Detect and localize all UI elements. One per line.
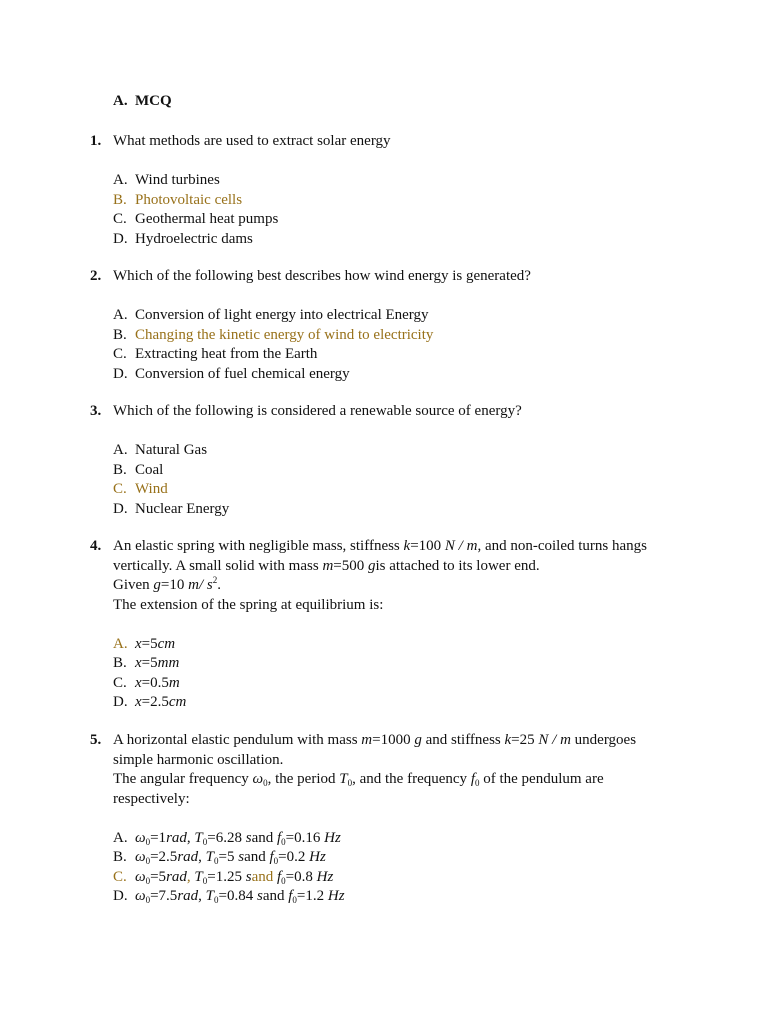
option-c-correct: C. $\omega_0=5rad$, $T_0=1.25$ sand $f_0=0.8$ Hz	[113, 868, 334, 886]
question-3	[90, 402, 670, 519]
question-number: 1.	[90, 133, 102, 149]
option-c: C. Extracting heat from the Earth	[113, 346, 318, 362]
option-a: A. $\omega_0=1rad$, $T_0=6.28$ sand $f_0=0.16$ Hz	[113, 829, 341, 847]
option-d: D. x=2.5cm	[113, 694, 187, 710]
option-b: B. x=5mm	[113, 655, 180, 671]
question-text: An elastic spring with negligible mass, stiffness k=100 N / m, and non-coiled turns hangs vertically. A small solid with mass m=500 gis attached to its lower end. Given g=10 m/ $s^2$. The extension of the spring at equilibrium is:	[113, 538, 647, 613]
question-text: A horizontal elastic pendulum with mass m=1000 g and stiffness k=25 N / m undergoes simple harmonic oscillation. The angular frequency $\omega_0$, the period $T_0$, and the frequency $f_0$ of the pendulum are respectively:	[113, 732, 637, 807]
option-a: A. Conversion of light energy into electrical Energy	[113, 307, 429, 323]
options-list	[113, 635, 670, 713]
question-4	[90, 537, 670, 713]
option-b: B. $\omega_0=2.5rad$, $T_0=5$ sand $f_0=0.2$ Hz	[113, 849, 326, 866]
options-list	[113, 306, 670, 384]
question-5	[90, 731, 670, 907]
question-number: 2.	[90, 268, 102, 284]
question-text: Which of the following best describes how wind energy is generated?	[113, 268, 531, 284]
option-d: D. $\omega_0=7.5rad$, $T_0=0.84$ sand $f_0=1.2$ Hz	[113, 888, 345, 905]
option-a: A. Wind turbines	[113, 172, 220, 188]
option-b-correct: B. Photovoltaic cells	[113, 191, 243, 208]
question-text: What methods are used to extract solar energy	[113, 133, 391, 149]
option-d: D. Nuclear Energy	[113, 500, 230, 517]
options-list	[113, 829, 670, 907]
option-c: C. Geothermal heat pumps	[113, 211, 279, 227]
option-b-correct: B. Changing the kinetic energy of wind to electricity	[113, 326, 434, 343]
question-number: 3.	[90, 403, 102, 419]
options-list	[113, 441, 670, 519]
section-heading: A. MCQ	[113, 93, 172, 109]
option-b: B. Coal	[113, 461, 164, 478]
option-a-correct: A. x=5cm	[113, 635, 176, 652]
question-number: 4.	[90, 538, 102, 554]
option-c-correct: C. Wind	[113, 481, 168, 497]
question-2	[90, 267, 670, 384]
option-c: C. x=0.5m	[113, 674, 180, 691]
question-1	[90, 132, 670, 249]
option-d: D. Hydroelectric dams	[113, 230, 253, 247]
option-d: D. Conversion of fuel chemical energy	[113, 365, 350, 382]
option-a: A. Natural Gas	[113, 442, 208, 458]
options-list	[113, 171, 670, 249]
question-number: 5.	[90, 732, 102, 748]
question-text: Which of the following is considered a renewable source of energy?	[113, 403, 522, 419]
